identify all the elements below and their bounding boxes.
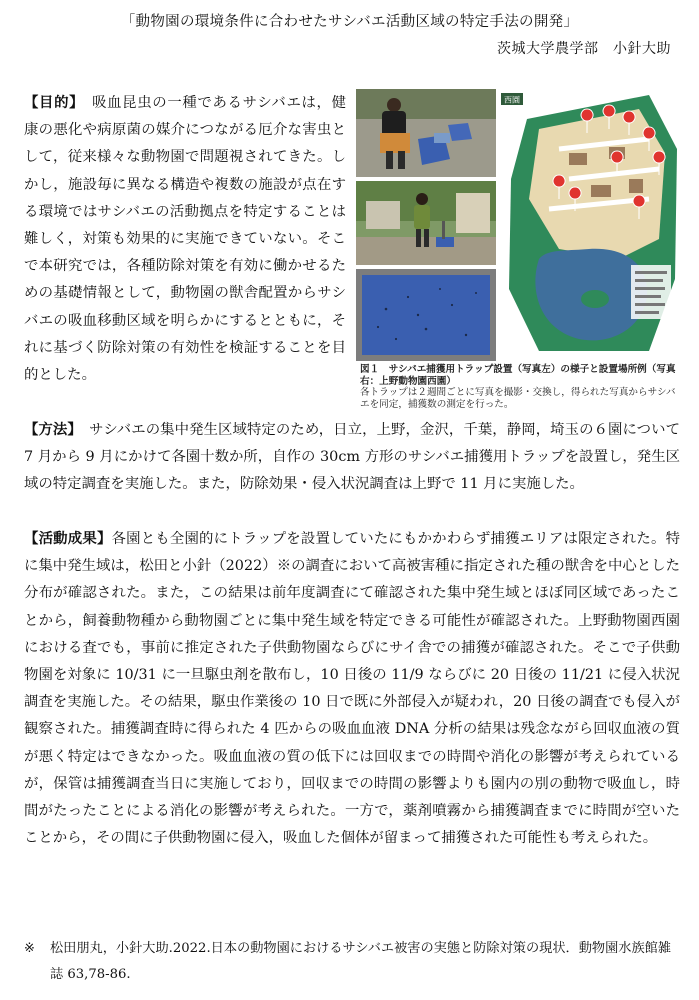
figure-1 — [356, 89, 682, 411]
author-affiliation: 茨城大学農学部 小針大助 — [497, 41, 671, 57]
purpose-section — [24, 89, 346, 389]
photo-trap-setup-1 — [356, 89, 496, 177]
figure-caption-body: 各トラップは２週間ごとに写真を撮影・交換し，得られた写真からサシバエを同定，捕獲数の測定を行った。 — [360, 387, 676, 410]
methods-heading: 【方法】 — [24, 421, 75, 438]
ueno-zoo-west-garden-map — [499, 89, 682, 361]
results-heading: 【活動成果】 — [24, 530, 112, 547]
results-section — [24, 525, 680, 852]
results-body: 各園とも全園的にトラップを設置していたにもかかわらず捕獲エリアは限定された。特に集中発生域は，松田と小針（2022）※の調査において高被害種に指定された種の獣舎を中心とした分布が確認された。また，この結果は前年度調査にて確認された集中発生域とほぼ同区域であったことから，飼養動物種から動物園ごとに集中発生域を特定できる可能性が確認された。上野動物園西園における査でも，事前に推定された子供動物園ならびにサイ舎での捕獲が確認された。そこで子供動物園を対象に 10/31 に一旦駆虫剤を散布し，10 日後の 11/9 ならびに 20 日後の 11/21 に侵入状況調査を実施した。その結果，駆虫作業後の 10 日で既に外部侵入が疑われ，20 日後の調査でも侵入が観察された。捕獲調査時に得られた 4 匹からの吸血血液 DNA 分析の結果は残念ながら回収血液の質が悪く特定はできなかった。吸血血液の質の低下には回収までの時間や消化の影響が考えられているが，保管は捕獲調査当日に実施しており，回収までの時間の影響よりも園内の別の動物で吸血し，時間がたったことによる消化の影響が考えられた。一方で，薬剤噴霧から捕獲調査までに時間が空いたことから，その間に子供動物園に侵入，吸血した個体が留まって捕獲された可能性も考えられた。 — [24, 531, 680, 847]
reference-mark: ※ — [24, 941, 36, 956]
purpose-body: 吸血昆虫の一種であるサシバエは，健康の悪化や病原菌の媒介につながる厄介な害虫として，従来様々な動物園で問題視されてきた。しかし，施設毎に異なる構造や複数の施設が点在する環境ではサシバエの活動拠点を特定することは難しく，対策も効果的に実施できていない。そこで本研究では，各種防除対策を有効に働かせるための基礎情報として，動物園の獣舎配置からサシバエの吸血移動区域を明らかにするとともに，それに基づく防除対策の有効性を検証することを目的とした。 — [24, 95, 346, 384]
purpose-heading: 【目的】 — [24, 94, 78, 111]
figure-caption — [360, 364, 680, 410]
figure-caption-title: 図１ サシバエ捕獲用トラップ設置（写真左）の様子と設置場所例（写真右：上野動物園西園） — [360, 364, 676, 387]
page-title: 「動物園の環境条件に合わせたサシバエ活動区域の特定手法の開発」 — [120, 14, 579, 30]
photo-trap-board — [356, 269, 496, 361]
methods-body: サシバエの集中発生区域特定のため，日立，上野，金沢，千葉，静岡，埼玉の６園について 7 月から 9 月にかけて各園十数か所，自作の 30cm 方形のサシバエ捕獲用トラップを設置し，発生区域の特定調査を実施した。また，防除効果・侵入状況調査は上野で 11 月に実施した。 — [24, 422, 680, 493]
methods-section — [24, 416, 680, 499]
photo-trap-setup-2 — [356, 181, 496, 265]
reference-note — [24, 936, 684, 988]
map-label: 西園 — [504, 95, 520, 105]
reference-text: 松田朋丸，小針大助.2022.日本の動物園におけるサシバエ被害の実態と防除対策の現状．動物園水族館雑誌 63,78-86. — [50, 941, 672, 982]
